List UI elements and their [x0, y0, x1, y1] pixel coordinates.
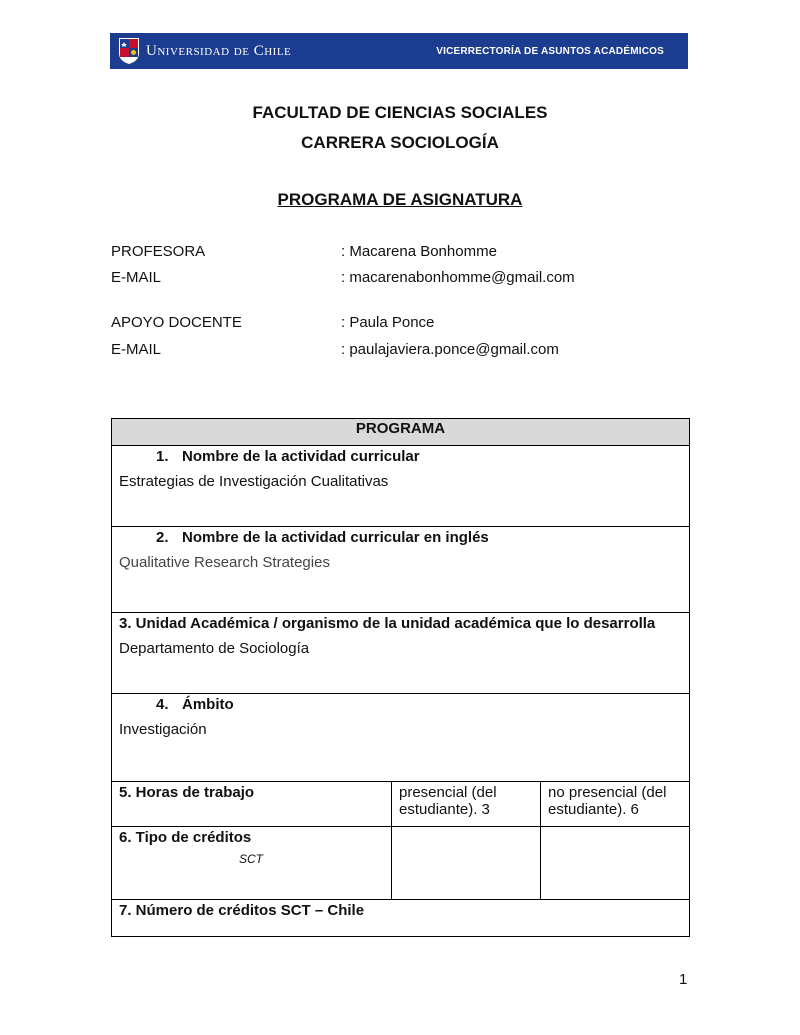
credits-type-label: 6. Tipo de créditos — [119, 829, 252, 846]
section-title — [119, 696, 682, 713]
section-title: 3. Unidad Académica / organismo de la unidad académica que lo desarrolla — [119, 615, 656, 632]
hours-presencial: presencial (del estudiante). 3 — [399, 784, 497, 818]
section-academic-unit — [112, 613, 690, 694]
section-scope — [112, 694, 690, 782]
credits-type-cell — [112, 827, 392, 900]
section-number: 2. — [156, 529, 169, 546]
section-activity-name-english — [112, 527, 690, 613]
university-name: Universidad de Chile — [146, 42, 292, 59]
hours-no-presencial: no presencial (del estudiante). 6 — [548, 784, 667, 818]
career-title: CARRERA SOCIOLOGÍA — [301, 133, 499, 152]
section-number: 1. — [156, 448, 169, 465]
header-banner — [110, 33, 688, 69]
section-title — [119, 448, 682, 465]
info-row-professor-email — [111, 269, 575, 286]
faculty-title: FACULTAD DE CIENCIAS SOCIALES — [252, 103, 548, 122]
credits-number-label: 7. Número de créditos SCT – Chile — [119, 902, 365, 919]
section-number: 4. — [156, 696, 169, 713]
section-title-text: Nombre de la actividad curricular en inglés — [182, 529, 489, 546]
program-table — [111, 418, 690, 937]
section-title-text: Nombre de la actividad curricular — [182, 448, 420, 465]
section-activity-name — [112, 446, 690, 527]
info-row-professor — [111, 243, 497, 260]
hours-label-cell — [112, 782, 392, 827]
info-label: APOYO DOCENTE — [111, 314, 242, 331]
info-label: E-MAIL — [111, 341, 162, 358]
info-value: : paulajaviera.ponce@gmail.com — [341, 341, 559, 358]
section-body: Departamento de Sociología — [119, 640, 310, 657]
info-row-support-email — [111, 341, 559, 358]
credits-number-cell — [112, 900, 690, 937]
hours-presencial-cell — [392, 782, 541, 827]
section-body: Qualitative Research Strategies — [119, 554, 330, 571]
vicerrectoria-name: VICERRECTORÍA DE ASUNTOS ACADÉMICOS — [436, 45, 664, 57]
section-title-text: Ámbito — [182, 696, 234, 713]
info-value: : Macarena Bonhomme — [341, 243, 497, 260]
section-body: Investigación — [119, 721, 207, 738]
university-logo — [118, 37, 291, 65]
university-shield-icon — [118, 37, 140, 65]
credits-type-value: SCT — [239, 852, 263, 866]
hours-label: 5. Horas de trabajo — [119, 784, 255, 801]
program-title: PROGRAMA DE ASIGNATURA — [277, 190, 523, 209]
program-table-header: PROGRAMA — [112, 419, 690, 446]
credits-type-empty-cell — [541, 827, 690, 900]
info-value: : Paula Ponce — [341, 314, 435, 331]
section-body: Estrategias de Investigación Cualitativas — [119, 473, 389, 490]
info-label: E-MAIL — [111, 269, 162, 286]
hours-no-presencial-cell — [541, 782, 690, 827]
info-label: PROFESORA — [111, 243, 206, 260]
section-title — [119, 529, 682, 546]
credits-type-empty-cell — [392, 827, 541, 900]
info-row-support — [111, 314, 434, 331]
page-number: 1 — [679, 971, 688, 988]
info-value: : macarenabonhomme@gmail.com — [341, 269, 575, 286]
